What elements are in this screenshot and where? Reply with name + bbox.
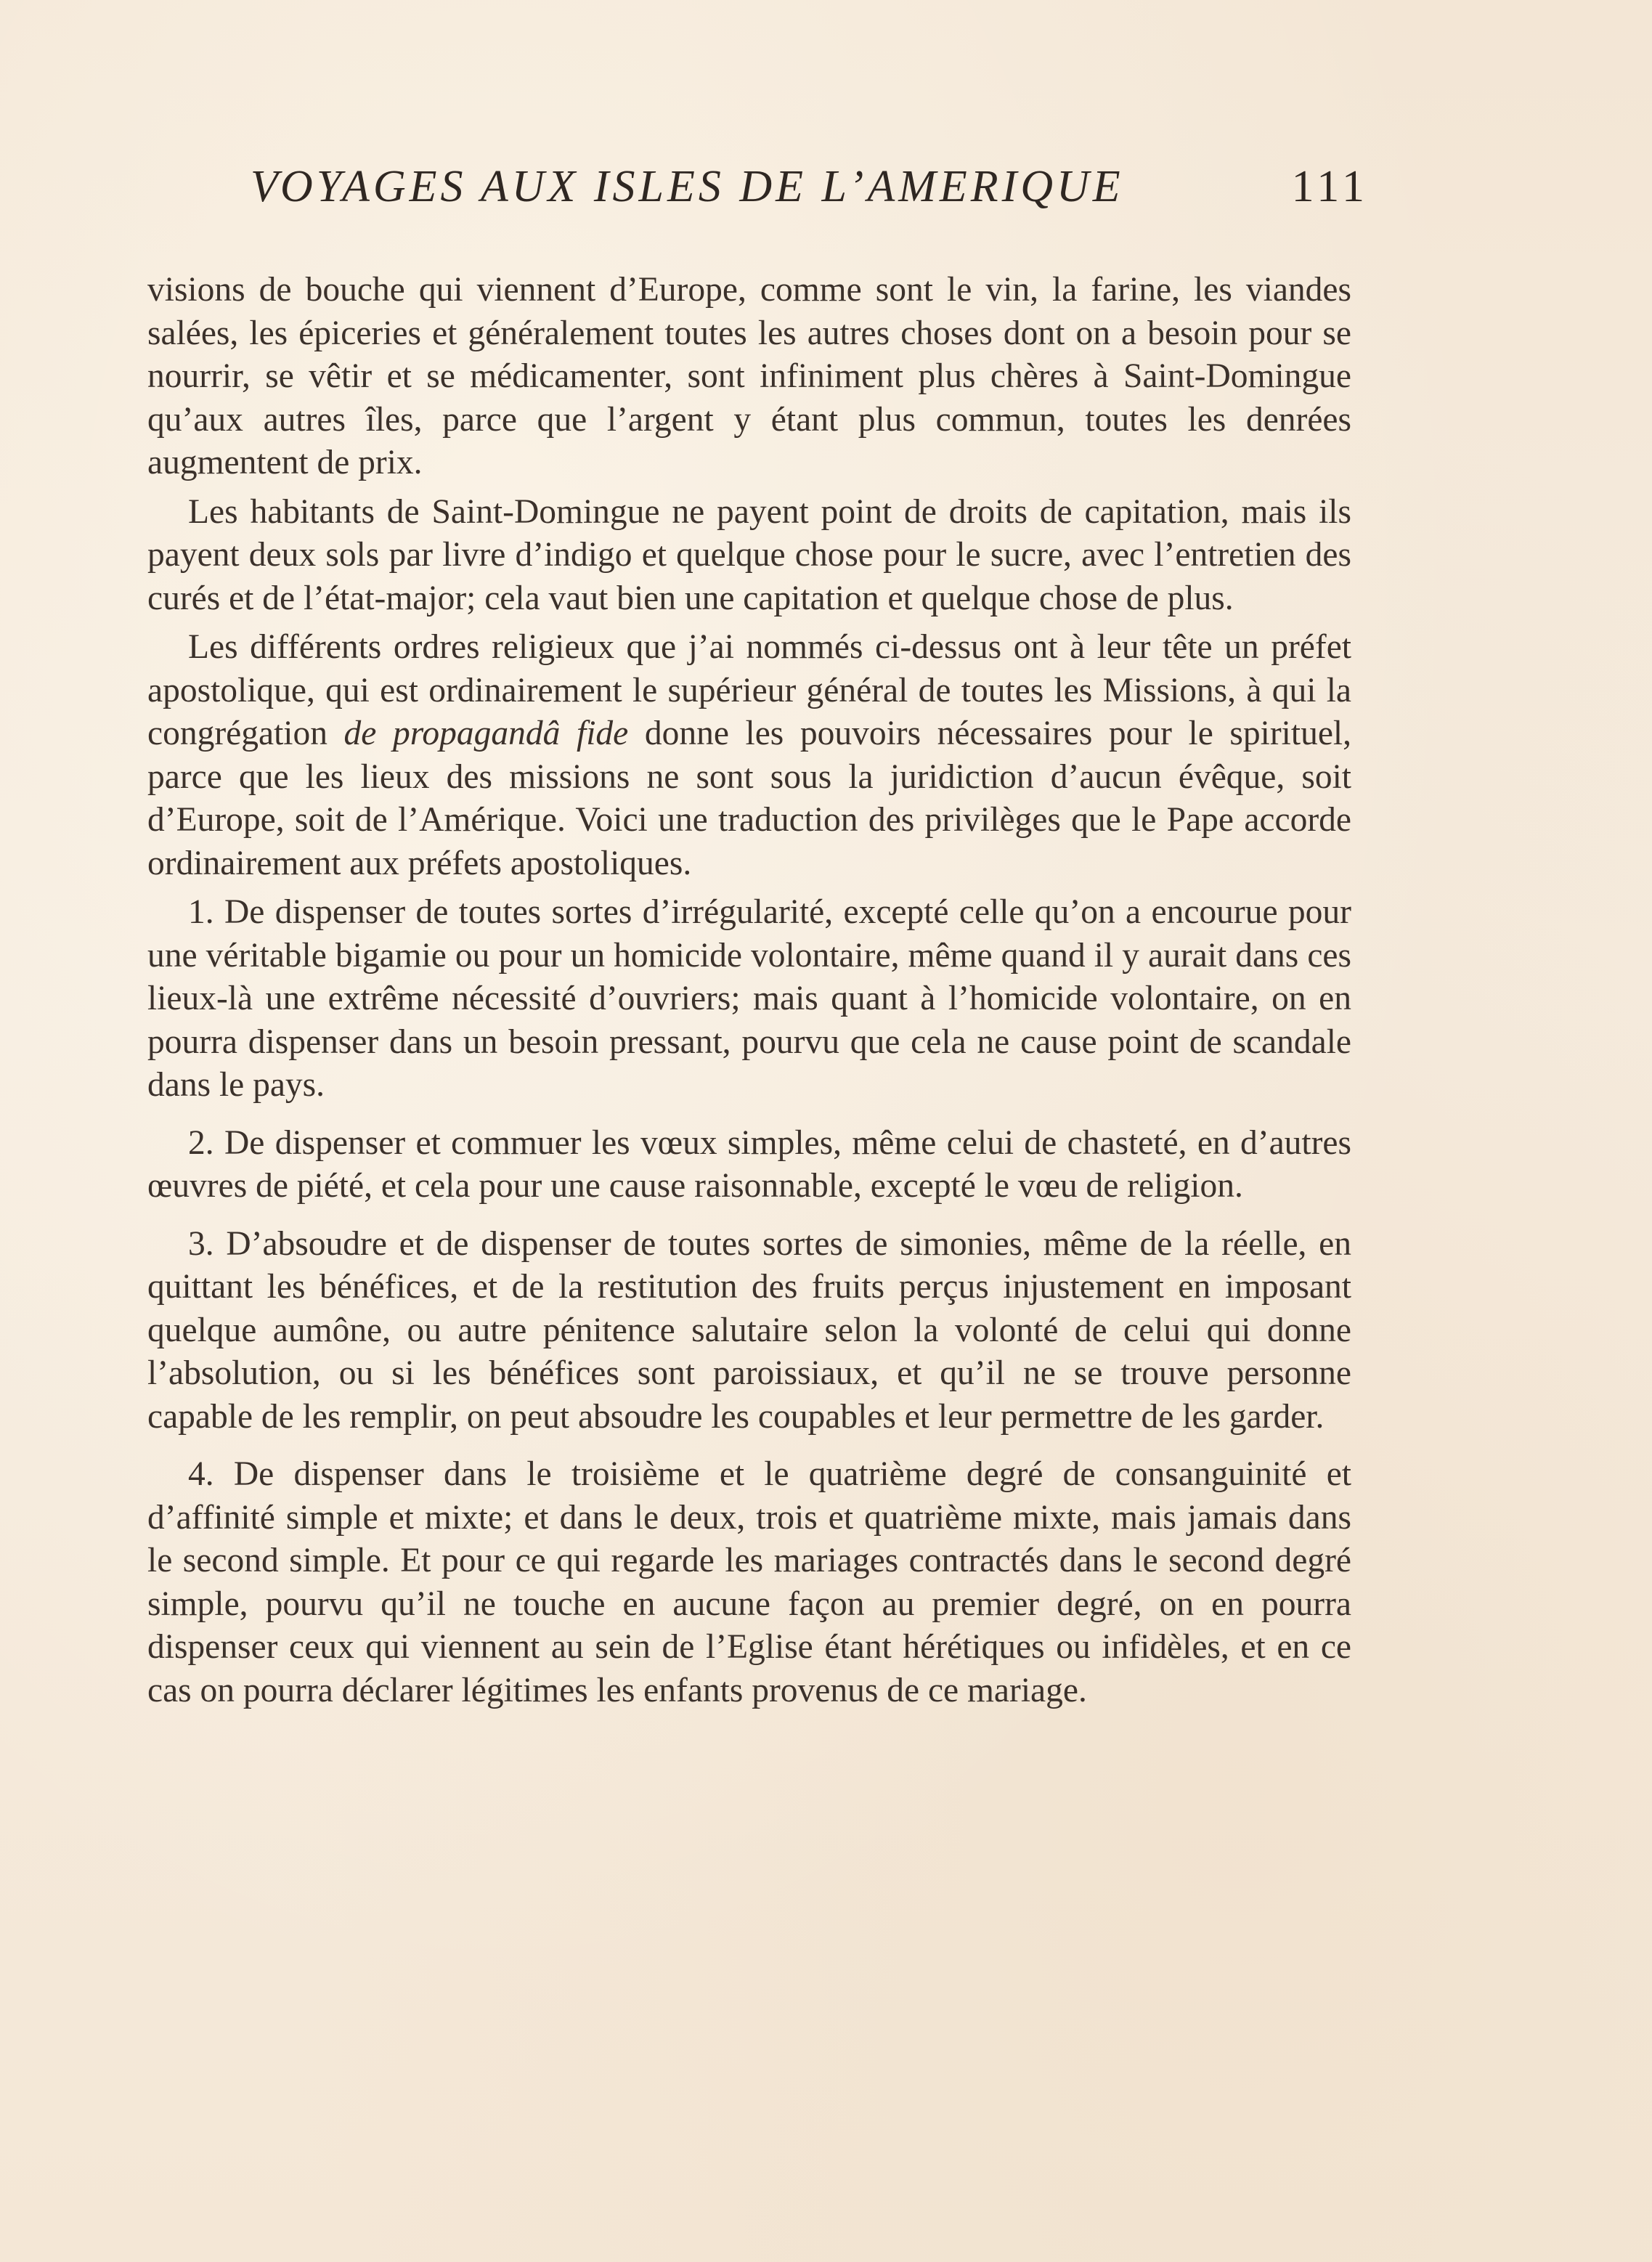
paragraph-prefet-apostolique <box>147 626 1351 885</box>
paragraph-text-after: donne les pouvoirs nécessaires pour le spirituel, parce que les lieux des missions ne sont sous la juridiction d’aucun évêque, soit d’Europe, soit de l’Amérique. Voici une traduction des privilèges que le Pape accorde ordinairement aux préfets apostoliques. <box>147 715 1351 882</box>
page-number: 111 <box>1291 162 1369 211</box>
privilege-item-2: 2. De dispenser et commuer les vœux simples, même celui de chasteté, en d’autres œuvres de piété, et cela pour une cause raisonnable, excepté le vœu de religion. <box>147 1123 1351 1205</box>
latin-phrase: de propagandâ fide <box>343 715 629 752</box>
privilege-item-4: 4. De dispenser dans le troisième et le quatrième degré de consanguinité et d’affinité simple et mixte; et dans le deux, trois et quatrième mixte, mais jamais dans le second simple. Et pour ce qui regarde les mariages contractés dans le second degré simple, pourvu qu’il ne touche en aucune façon au premier degré, on en pourra dispenser ceux qui viennent au sein de l’Eglise étant hérétiques ou infidèles, et en ce cas on pourra déclarer légitimes les enfants provenus de ce mariage. <box>147 1455 1351 1709</box>
body-text <box>147 269 1351 1727</box>
paragraph-text-before: Les différents ordres religieux que j’ai nommés ci-dessus ont à leur tête un préfet apostolique, qui est ordinairement le supérieur général de toutes les Missions, à qui la congrégation <box>147 628 1351 752</box>
running-head <box>251 161 1369 227</box>
privilege-item-1: 1. De dispenser de toutes sortes d’irrégularité, excepté celle qu’on a encourue pour une véritable bigamie ou pour un homicide volontaire, même quand il y aurait dans ces lieux-là une extrême nécessité d’ouvriers; mais quant à l’homicide volontaire, on en pourra dispenser dans un besoin pressant, pourvu que cela ne cause point de scandale dans le pays. <box>147 893 1351 1104</box>
privilege-item-3: 3. D’absoudre et de dispenser de toutes sortes de simonies, même de la réelle, en quittant les bénéfices, et de la restitution des fruits perçus injustement en imposant quelque aumône, ou autre pénitence salutaire selon la volonté de celui qui donne l’absolution, ou si les bénéfices sont paroissiaux, et qu’il ne se trouve personne capable de les remplir, on peut absoudre les coupables et leur permettre de les garder. <box>147 1224 1351 1436</box>
paragraph-continuation: visions de bouche qui viennent d’Europe, comme sont le vin, la farine, les viandes salées, les épiceries et généralement toutes les autres choses dont on a besoin pour se nourrir, se vêtir et se médicamenter, sont infiniment plus chères à Saint-Domingue qu’aux autres îles, parce que l’argent y étant plus commun, toutes les denrées augmentent de prix. <box>147 271 1351 481</box>
running-title: VOYAGES AUX ISLES DE L’AMERIQUE <box>251 162 1124 211</box>
paragraph-capitation: Les habitants de Saint-Domingue ne payent point de droits de capitation, mais ils payent deux sols par livre d’indigo et quelque chose pour le sucre, avec l’entretien des curés et de l’état-major; cela vaut bien une capitation et quelque chose de plus. <box>147 492 1351 617</box>
